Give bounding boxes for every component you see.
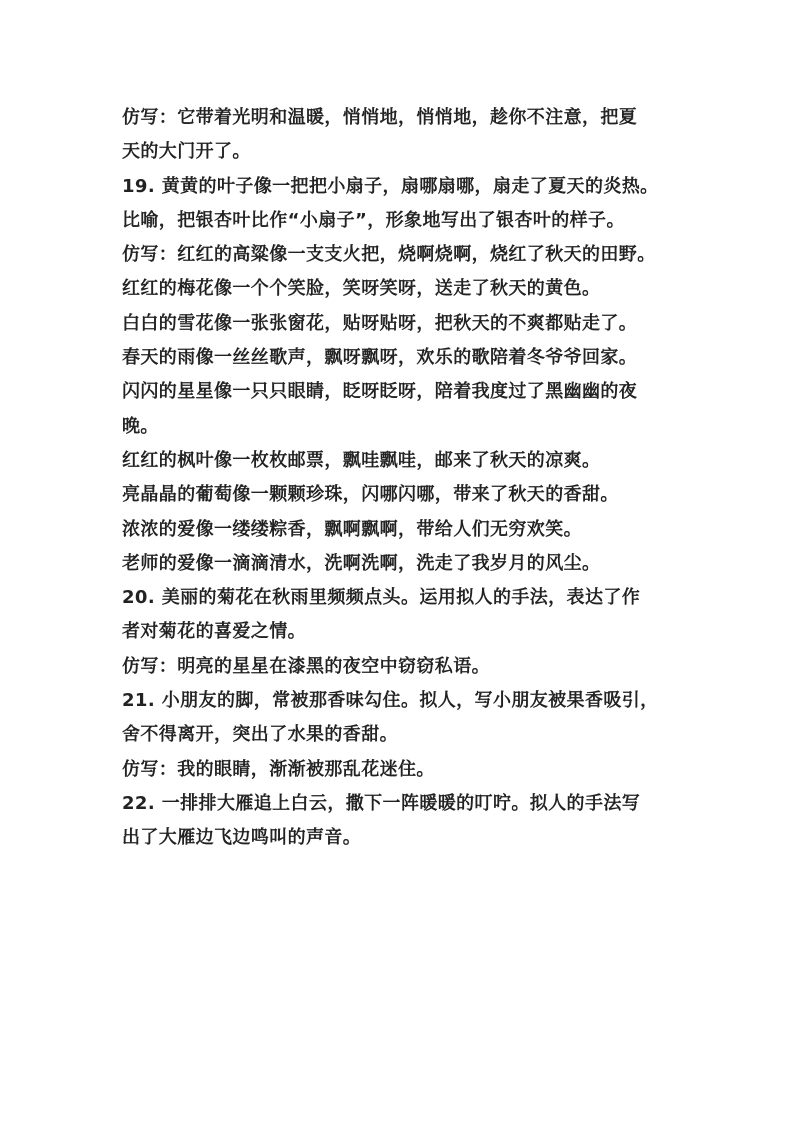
text-line: 仿写：明亮的星星在漆黑的夜空中窃窃私语。: [122, 655, 490, 677]
text-line: 红红的梅花像一个个笑脸，笑呀笑呀，送走了秋天的黄色。: [122, 278, 601, 300]
text-line: 者对菊花的喜爱之情。: [122, 621, 306, 643]
text-line: 浓浓的爱像一缕缕粽香，飘啊飘啊，带给人们无穷欢笑。: [122, 518, 582, 540]
text-line: 20. 美丽的菊花在秋雨里频频点头。运用拟人的手法，表达了作: [122, 587, 641, 609]
text-line: 仿写：红红的高粱像一支支火把，烧啊烧啊，烧红了秋天的田野。: [122, 244, 656, 266]
text-line: 天的大门开了。: [122, 141, 251, 163]
text-line: 晚。: [122, 415, 159, 437]
text-line: 舍不得离开，突出了水果的香甜。: [122, 724, 398, 746]
text-line: 红红的枫叶像一枚枚邮票，飘哇飘哇，邮来了秋天的凉爽。: [122, 449, 601, 471]
text-body: [122, 101, 702, 856]
text-line: 仿写：我的眼睛，渐渐被那乱花迷住。: [122, 758, 435, 780]
text-line: 比喻，把银杏叶比作“小扇子”，形象地写出了银杏叶的样子。: [122, 209, 625, 231]
text-line: 春天的雨像一丝丝歌声，飘呀飘呀，欢乐的歌陪着冬爷爷回家。: [122, 347, 638, 369]
text-line: 亮晶晶的葡萄像一颗颗珍珠，闪哪闪哪，带来了秋天的香甜。: [122, 484, 619, 506]
text-line: 仿写：它带着光明和温暖，悄悄地，悄悄地，趁你不注意，把夏: [122, 107, 638, 128]
text-line: 19. 黄黄的叶子像一把把小扇子，扇哪扇哪，扇走了夏天的炎热。: [122, 175, 659, 197]
text-line: 闪闪的星星像一只只眼睛，眨呀眨呀，陪着我度过了黑幽幽的夜: [122, 381, 638, 403]
text-line: 出了大雁边飞边鸣叫的声音。: [122, 827, 362, 849]
text-line: 白白的雪花像一张张窗花，贴呀贴呀，把秋天的不爽都贴走了。: [122, 312, 638, 334]
text-line: 21. 小朋友的脚，常被那香味勾住。拟人，写小朋友被果香吸引，: [122, 690, 659, 712]
text-line: 老师的爱像一滴滴清水，洗啊洗啊，洗走了我岁月的风尘。: [122, 552, 601, 574]
text-line: 22. 一排排大雁追上白云，撒下一阵暖暖的叮咛。拟人的手法写: [122, 792, 641, 814]
